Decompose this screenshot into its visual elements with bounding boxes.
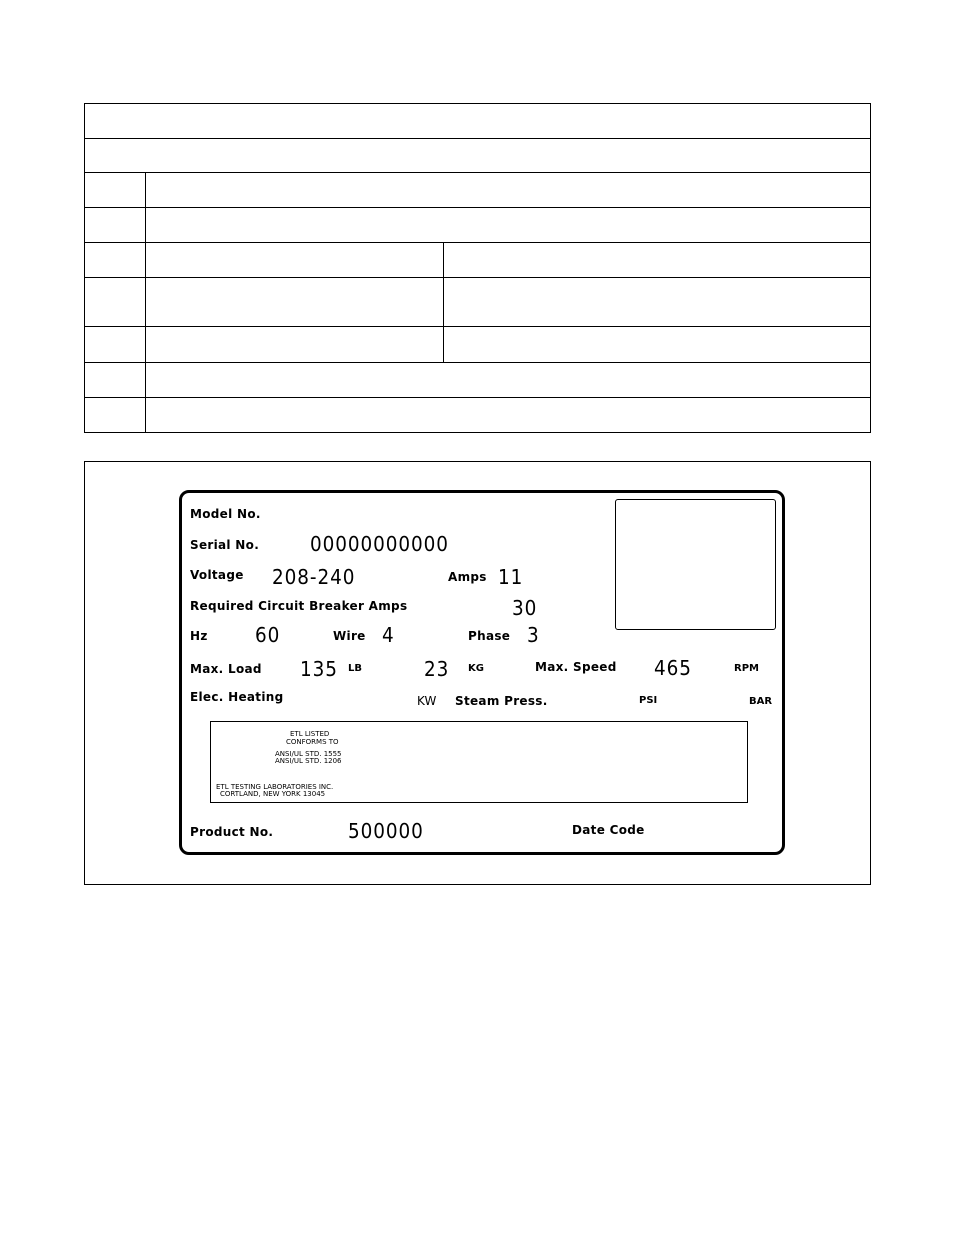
bar-unit: BAR xyxy=(749,696,773,707)
max-speed-label: Max. Speed xyxy=(535,660,617,674)
breaker-amps-value: 30 xyxy=(512,596,538,620)
cert-line-conforms: CONFORMS TO xyxy=(286,738,339,746)
phase-value: 3 xyxy=(527,623,540,647)
voltage-value: 208-240 xyxy=(272,565,356,589)
row-divider xyxy=(85,326,870,327)
certification-box xyxy=(210,721,748,803)
max-speed-value: 465 xyxy=(654,656,692,680)
row-divider xyxy=(85,277,870,278)
logo-placeholder-box xyxy=(615,499,776,630)
hz-label: Hz xyxy=(190,629,208,643)
nameplate-figure-frame xyxy=(84,461,871,885)
model-number-label: Model No. xyxy=(190,507,261,521)
cert-line-std-1555: ANSI/UL STD. 1555 xyxy=(275,750,342,758)
rpm-unit: RPM xyxy=(734,663,759,674)
serial-number-label: Serial No. xyxy=(190,538,260,552)
lb-unit: LB xyxy=(348,663,362,674)
max-load-lb-value: 135 xyxy=(300,657,338,681)
kw-unit: KW xyxy=(417,694,437,708)
cert-line-std-1206: ANSI/UL STD. 1206 xyxy=(275,757,342,765)
cert-line-listed: ETL LISTED xyxy=(290,730,330,738)
row-divider xyxy=(85,242,870,243)
amps-value: 11 xyxy=(498,565,524,589)
max-load-label: Max. Load xyxy=(190,662,262,676)
row-divider xyxy=(85,207,870,208)
psi-unit: PSI xyxy=(639,695,658,706)
breaker-amps-label: Required Circuit Breaker Amps xyxy=(190,599,408,613)
column-divider xyxy=(443,242,444,362)
voltage-label: Voltage xyxy=(190,568,244,582)
product-number-label: Product No. xyxy=(190,825,274,839)
elec-heating-label: Elec. Heating xyxy=(190,690,284,704)
hz-value: 60 xyxy=(255,623,281,647)
cert-line-lab-address: CORTLAND, NEW YORK 13045 xyxy=(220,790,326,798)
max-load-kg-value: 23 xyxy=(424,657,450,681)
cert-line-lab-name: ETL TESTING LABORATORIES INC. xyxy=(216,783,334,791)
row-divider xyxy=(85,138,870,139)
date-code-label: Date Code xyxy=(572,823,645,837)
row-divider xyxy=(85,362,870,363)
phase-label: Phase xyxy=(468,629,511,643)
column-divider xyxy=(145,172,146,432)
wire-value: 4 xyxy=(382,623,395,647)
form-table xyxy=(84,103,871,433)
amps-label: Amps xyxy=(448,570,487,584)
row-divider xyxy=(85,397,870,398)
row-divider xyxy=(85,172,870,173)
steam-press-label: Steam Press. xyxy=(455,694,548,708)
kg-unit: KG xyxy=(468,663,484,674)
nameplate xyxy=(179,490,785,855)
wire-label: Wire xyxy=(333,629,366,643)
serial-number-value: 00000000000 xyxy=(310,532,449,556)
product-number-value: 500000 xyxy=(348,819,424,843)
